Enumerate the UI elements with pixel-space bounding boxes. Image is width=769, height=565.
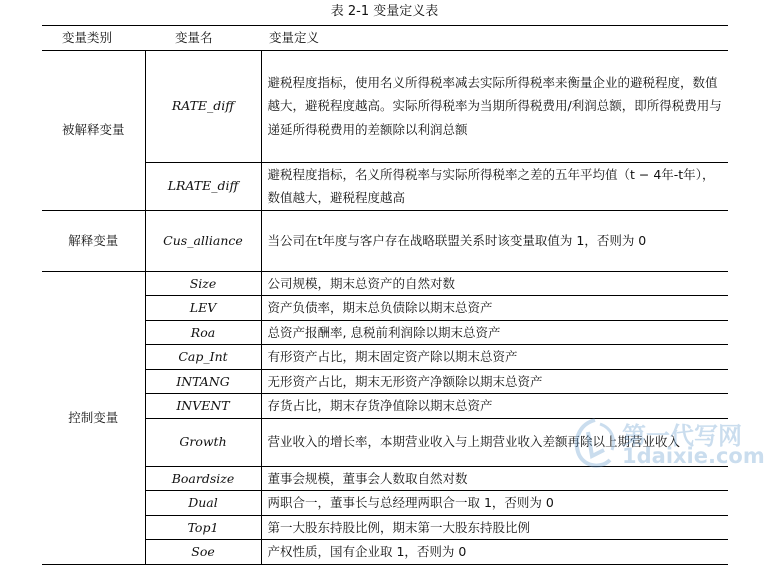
variable-definition: 产权性质，国有企业取 1，否则为 0: [267, 544, 467, 559]
variable-definition: 第一大股东持股比例，期末第一大股东持股比例: [261, 515, 728, 540]
variable-definition: 公司规模，期末总资产的自然对数: [261, 271, 728, 296]
variable-name: LEV: [145, 296, 261, 321]
watermark-line2: 1daixie.com: [622, 444, 765, 468]
variable-name: Growth: [145, 418, 261, 466]
variable-name: Cus_alliance: [145, 210, 261, 271]
table-header-row: [42, 26, 728, 51]
variable-definition: 避税程度指标，名义所得税率与实际所得税率之差的五年平均值（t − 4年-t年），数值越大，避税程度越高: [261, 162, 728, 210]
variable-name: Cap_Int: [145, 345, 261, 370]
variable-definition: 避税程度指标，使用名义所得税率减去实际所得税率来衡量企业的避税程度，数值越大，避税程度越高。实际所得税率为当期所得税费用/利润总额，即所得税费用与递延所得税费用的差额除以利润总额: [261, 50, 728, 162]
variable-definition: 董事会规模，董事会人数取自然对数: [261, 466, 728, 491]
variable-name: INVENT: [145, 394, 261, 419]
group-explanatory: 解释变量: [42, 210, 145, 271]
table-row: [42, 210, 728, 271]
variable-name: INTANG: [145, 369, 261, 394]
table-row: [42, 515, 728, 540]
table-row: [42, 491, 728, 516]
variable-name: Boardsize: [145, 466, 261, 491]
watermark-logo-icon: [570, 416, 620, 472]
variable-name: LRATE_diff: [145, 162, 261, 210]
watermark-line1: 第一代写网: [622, 422, 742, 450]
variable-definition: 营业收入的增长率，本期营业收入与上期营业收入差额再除以上期营业收入: [261, 418, 728, 466]
group-explained: 被解释变量: [42, 50, 145, 210]
variable-name: Size: [145, 271, 261, 296]
header-category: 变量类别: [62, 30, 113, 45]
table-row: [42, 271, 728, 296]
table-row: [42, 345, 728, 370]
variable-name: RATE_diff: [145, 50, 261, 162]
group-control: 控制变量: [42, 271, 145, 564]
header-name: 变量名: [175, 30, 213, 45]
variable-name: Soe: [145, 540, 261, 565]
variable-name: Dual: [145, 491, 261, 516]
watermark: [570, 412, 765, 474]
table-row: [42, 369, 728, 394]
variable-name: Roa: [145, 320, 261, 345]
table-row: [42, 296, 728, 321]
variable-definition-table: [42, 25, 728, 565]
variable-definition: 资产负债率，期末总负债除以期末总资产: [261, 296, 728, 321]
table-row: [42, 540, 728, 565]
variable-definition: 无形资产占比，期末无形资产净额除以期末总资产: [261, 369, 728, 394]
variable-definition: 两职合一，董事长与总经理两职合一取 1，否则为 0: [261, 491, 728, 516]
variable-name: Top1: [145, 515, 261, 540]
variable-definition: 存货占比，期末存货净值除以期末总资产: [261, 394, 728, 419]
table-row: [42, 50, 728, 162]
table-row: [42, 320, 728, 345]
variable-definition: 总资产报酬率, 息税前利润除以期末总资产: [261, 320, 728, 345]
table-caption: 表 2-1 变量定义表: [330, 4, 439, 19]
variable-definition: 当公司在t年度与客户存在战略联盟关系时该变量取值为 1，否则为 0: [261, 210, 728, 271]
table-row: [42, 162, 728, 210]
header-definition: 变量定义: [269, 30, 320, 45]
variable-definition: 有形资产占比，期末固定资产除以期末总资产: [261, 345, 728, 370]
